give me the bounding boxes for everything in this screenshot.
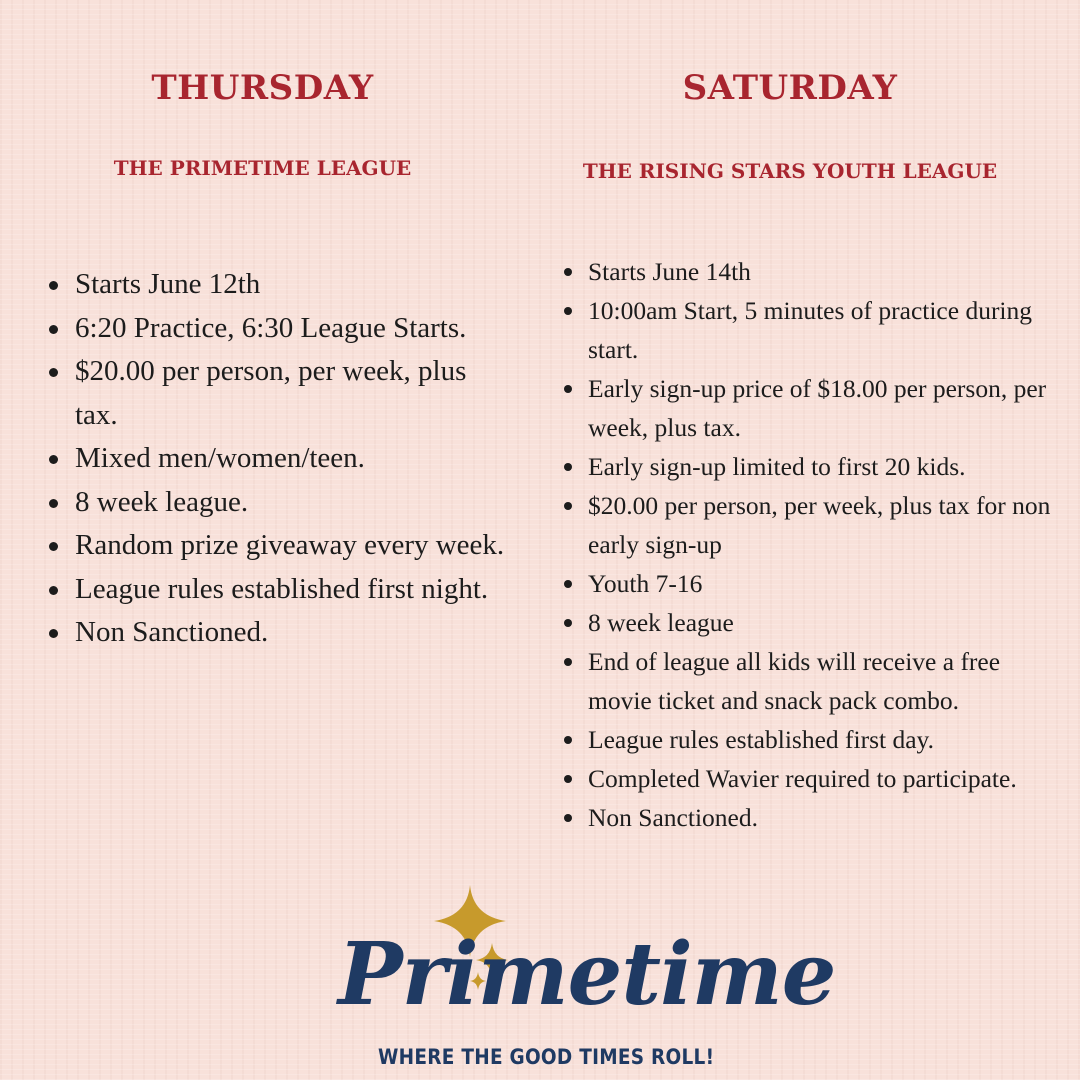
list-item: League rules established first night.: [75, 568, 515, 612]
list-item: Non Sanctioned.: [75, 611, 515, 655]
list-item: 6:20 Practice, 6:30 League Starts.: [75, 307, 515, 351]
list-item: End of league all kids will receive a free movie ticket and snack pack combo.: [588, 642, 1058, 720]
saturday-heading: SATURDAY: [682, 68, 898, 108]
list-item: Non Sanctioned.: [588, 798, 1058, 837]
primetime-logo: [320, 880, 836, 1080]
list-item: Youth 7-16: [588, 564, 1058, 603]
list-item: $20.00 per person, per week, plus tax.: [75, 350, 515, 437]
list-item: Completed Wavier required to participate.: [588, 759, 1058, 798]
list-item: Early sign-up limited to first 20 kids.: [588, 447, 1058, 486]
list-item: Starts June 14th: [588, 252, 1058, 291]
thursday-heading: THURSDAY: [151, 68, 374, 108]
saturday-league-name: THE RISING STARS YOUTH LEAGUE: [582, 159, 998, 183]
list-item: Starts June 12th: [75, 263, 515, 307]
list-item: 8 week league.: [75, 481, 515, 525]
saturday-details-list: [588, 252, 1058, 837]
list-item: $20.00 per person, per week, plus tax for non early sign-up: [588, 486, 1058, 564]
list-item: 10:00am Start, 5 minutes of practice during start.: [588, 291, 1058, 369]
list-item: Mixed men/women/teen.: [75, 437, 515, 481]
list-item: Early sign-up price of $18.00 per person, per week, plus tax.: [588, 369, 1058, 447]
thursday-details-list: [75, 263, 515, 655]
thursday-league-name: THE PRIMETIME LEAGUE: [113, 156, 412, 180]
list-item: League rules established first day.: [588, 720, 1058, 759]
list-item: 8 week league: [588, 603, 1058, 642]
logo-tagline: WHERE THE GOOD TIMES ROLL!: [378, 1045, 715, 1069]
list-item: Random prize giveaway every week.: [75, 524, 515, 568]
logo-wordmark: Primetime: [338, 924, 836, 1025]
